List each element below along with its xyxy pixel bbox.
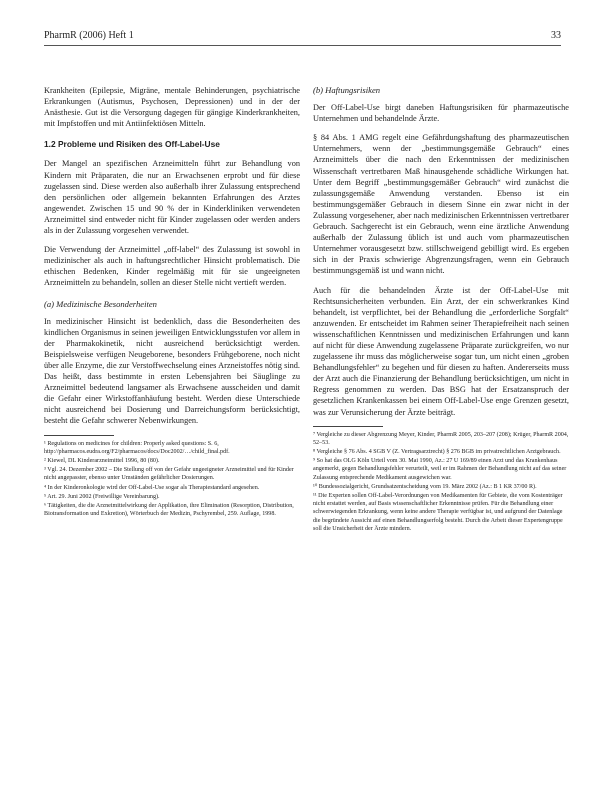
footnote-2: ² Kiewel, DL Kinderarzneimittel 1996, 80 (80). [44,457,160,464]
footnote-3: ³ Vgl. 24. Dezember 2002 – Die Stellung off von der Gefahr ungeeigneter Arzneimittel und für Kinder nicht angepasster, ebenso unter Umständen gefährlicher Dosierungen. [44,467,294,482]
page-number: 33 [551,30,561,41]
footnote-8: ⁸ Vergleiche § 76 Abs. 4 SGB V (Z. Vertragsarztrecht) § 276 BGB im privatrechtlichen Arztgebrauch. [313,449,561,456]
section-heading-problems: 1.2 Probleme und Risiken des Off-Label-Use [44,139,220,150]
section-heading-liability: (b) Haftungsrisiken [313,85,381,95]
footnote-5: ⁵ Art. 29. Juni 2002 (Freiwillige Vereinbarung). [44,493,160,500]
paragraph-physicians: Auch für die behandelnden Ärzte ist der Off-Label-Use mit Rechtsunsicherheiten verbunden. Ein Arzt, der ein schwerkrankes Kind behandelt, ist verpflichtet, bei der Behandlung die „erforderliche Sorgfalt“ anzuwenden. Er entscheidet im Rahmen seiner Therapiefreiheit nach seinen wissenschaftlichen Kenntnissen und medizinischen Erfahrungen und kann auf nicht für diese Anwendung zugelassene Präparate zurückgreifen, wo nur zugelassene ihr muss das möglicherweise sogar tun, um nicht einen „groben Behandlungsfehler“ zu begehen und für diesen zu haften. Andererseits muss der Arzt auch die Finanzierung der Behandlung berücksichtigen, um nicht in Regress genommen zu werden. Das BSG hat der Ersatzanspruch der gesetzlichen Krankenkassen bei einem Off-Label-Use enge Grenzen gesetzt, was zur Verunsicherung der Ärzte beiträgt. [313,285,569,417]
journal-issue: PharmR (2006) Heft 1 [44,30,134,41]
footnote-rule-left [44,435,114,436]
footnote-1: ¹ Regulations on medicines for children: Properly asked questions: S. 6, http://pharmacos.eudra.org/F2/pharmacos/docs/Doc2002/…/child_final.pdf. [44,440,230,455]
section-heading-medical: (a) Medizinische Besonderheiten [44,298,157,309]
footnote-4: ⁴ In der Kinderonkologie wird der Off-Label-Use sogar als Therapiestandard angesehen. [44,484,260,491]
footnote-10: ¹⁰ Bundessozialgericht, Grundsatzentscheidung vom 19. März 2002 (Az.: B 1 KR 37/00 R). [313,483,537,490]
header-rule [44,45,561,46]
footnote-11: ¹¹ Die Experten sollen Off-Label-Verordnungen von Medikamenten für Gebiete, die vom Kostenträger nicht erstattet werden, auf Basis wissenschaftlicher Erkenntnisse prüfen. Für die Behandlung einer schwerwiegenden Erkrankung, wenn keine andere Therapie verfügbar ist, und aufgrund der Datenlage die begründete Aussicht auf einen Behandlungserfolg besteht. Durch die Arbeit dieser Expertengruppe soll die Unsicherheit der Ärzte mindern. [313,493,563,532]
paragraph-shortage: Der Mangel an spezifischen Arzneimitteln führt zur Behandlung von Kindern mit Präparaten, die nur an Erwachsenen erprobt und für diese zugelassen sind. Diese werden also außerhalb ihrer Zulassung entsprechend den persönlichen oder allgemein bekannten Erfahrungen des Arztes angewendet. Zwischen 15 und 90 % der in Kinderkliniken verwendeten Arzneimittel sind entweder nicht für Kinder zugelassen oder werden anders als in der Zulassung vorgesehen verwendet. [44,159,300,236]
right-column [313,85,569,534]
paragraph-medical: In medizinischer Hinsicht ist bedenklich, dass die Besonderheiten des kindlichen Organismus in seinen jeweiligen Entwicklungsstufen vor allem in der Pharmakokinetik, nicht ausreichend berücksichtigt werden. Beispielsweise verfügen Neugeborene, besonders Frühgeborene, noch nicht über alle Enzyme, die zur Verstoffwechselung eines Arzneistoffes nötig sind. Das heißt, dass bestimmte in ersten Lebensjahren bei Säuglinge zu Arzneimittel bedeutend langsamer als Erwachsene ausscheiden und damit die Gefahr einer Wirkstoffanhäufung besteht. Werden diese Unterschiede nicht ausreichend bei Dosierung und Darreichungsform berücksichtigt, besteht die Gefahr schwerer Nebenwirkungen. [44,316,300,426]
footnote-rule-right [313,426,383,427]
page-header [44,30,561,44]
intro-paragraph: Krankheiten (Epilepsie, Migräne, mentale Behinderungen, psychiatrische Erkrankungen (Autismus, Psychosen, Depressionen) und in der der Anästhesie. Gut ist die Versorgung dagegen für gängige Kinderkrankheiten, mit Impfstoffen und mit Antiinfektiösen Mitteln. [44,86,300,129]
footnotes-right [313,431,569,533]
footnote-9: ⁹ So hat das OLG Köln Urteil vom 30. Mai 1990, Az.: 27 U 169/89 einen Arzt und das Krankenhaus angemerkt, gegen Behandlungsfehler verurteilt, weil er im Rahmen der Behandlung nicht auf das seiner Zulassung entsprechende Medikament ausgewichen war. [313,458,567,481]
footnote-6: ⁶ Tätigkeiten, die die Arzneimittelwirkung der Applikation, ihre Elimination (Resorption, Distribution, Biotransformation und Exkretion), Wörterbuch der Medizin, Pschyrembel, 259. Auflage, 1998. [44,502,294,518]
left-column [44,85,300,519]
paragraph-off-label: Die Verwendung der Arzneimittel „off-label“ des Zulassung ist sowohl in medizinischer als auch in haftungsrechtlicher Hinsicht problematisch. Die ethischen Bedenken, Kinder regelmäßig mit für sie ungeeigneten Arzneimitteln zu behandeln, sollen an dieser Stelle nicht vertieft werden. [44,245,300,288]
paragraph-liability-intro: Der Off-Label-Use birgt daneben Haftungsrisiken für pharmazeutische Unternehmen und behandelnde Ärzte. [313,103,569,124]
paragraph-amg: § 84 Abs. 1 AMG regelt eine Gefährdungshaftung des pharmazeutischen Unternehmers, wenn der „bestimmungsgemäße Gebrauch“ eines Arzneimittels über die nach den Erkenntnissen der medizinischen Wissenschaft vertretbaren Maß hinausgehende schädliche Wirkungen hat. Unter dem Begriff „bestimmungsgemäßer Gebrauch“ wird zunächst die zulassungsgemäße Anwendung verstanden. Ebenso ist ein bestimmungsgemäßer Gebrauch in diesem Sinne ein zwar nicht in der Zulassung vorgesehener, aber nach medizinischen Erkenntnissen vertretbarer Gebrauch. Sachgerecht ist ein Gebrauch, wenn eine ärztliche Anwendung außerhalb der Zulassung üblich ist und auch vom pharmazeutischen Unternehmer vorausgesetzt bzw. stillschweigend gebilligt wird. Es ergeben sich in der Praxis schwierige Abgrenzungsfragen, wenn ein Gebrauch bestimmungsgemäß ist und wann nicht. [313,133,569,276]
footnotes-left [44,440,300,519]
footnote-7: ⁷ Vergleiche zu dieser Abgrenzung Meyer, Kinder, PharmR 2005, 203–207 (208); Krüger, PharmR 2004, 52–53. [313,431,569,446]
